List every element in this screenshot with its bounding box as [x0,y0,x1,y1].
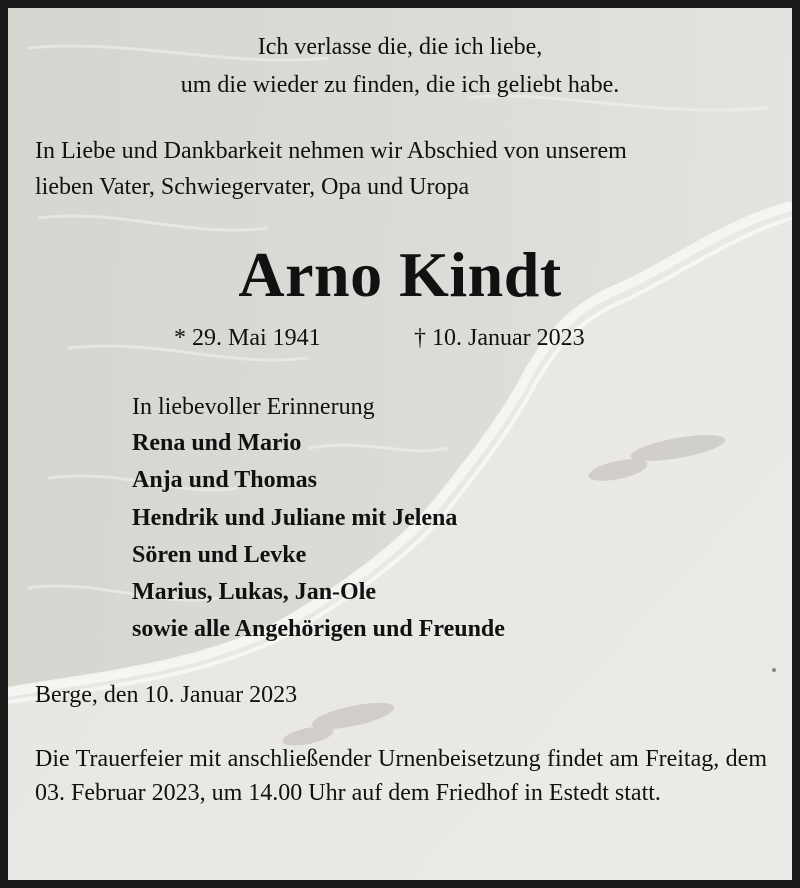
mourner-line: Sören und Levke [132,542,307,568]
mourner-line: sowie alle Angehörigen und Freunde [132,616,505,642]
deceased-name: Arno Kindt [238,239,562,310]
funeral-notice: Die Trauerfeier mit anschließender Urnenbeisetzung findet am Freitag, dem 03. Februar 2023, um 14.00 Uhr auf dem Friedhof in Estedt statt. [35,746,767,806]
intro-line-2: lieben Vater, Schwiegervater, Opa und Uropa [35,174,470,200]
death-date: † 10. Januar 2023 [414,325,585,351]
mourners-heading: In liebevoller Erinnerung [132,394,375,420]
birth-date: * 29. Mai 1941 [174,325,321,351]
quote-line-1: Ich verlasse die, die ich liebe, [257,34,543,60]
mourner-line: Rena und Mario [132,430,302,456]
obituary-text [8,8,792,880]
mourner-line: Marius, Lukas, Jan-Ole [132,579,377,605]
obituary-card [8,8,792,880]
mourner-line: Hendrik und Juliane mit Jelena [132,505,458,531]
intro-line-1: In Liebe und Dankbarkeit nehmen wir Abschied von unserem [35,138,627,164]
place-date: Berge, den 10. Januar 2023 [35,682,298,708]
quote-line-2: um die wieder zu finden, die ich geliebt habe. [180,72,620,98]
mourner-line: Anja und Thomas [132,467,317,493]
